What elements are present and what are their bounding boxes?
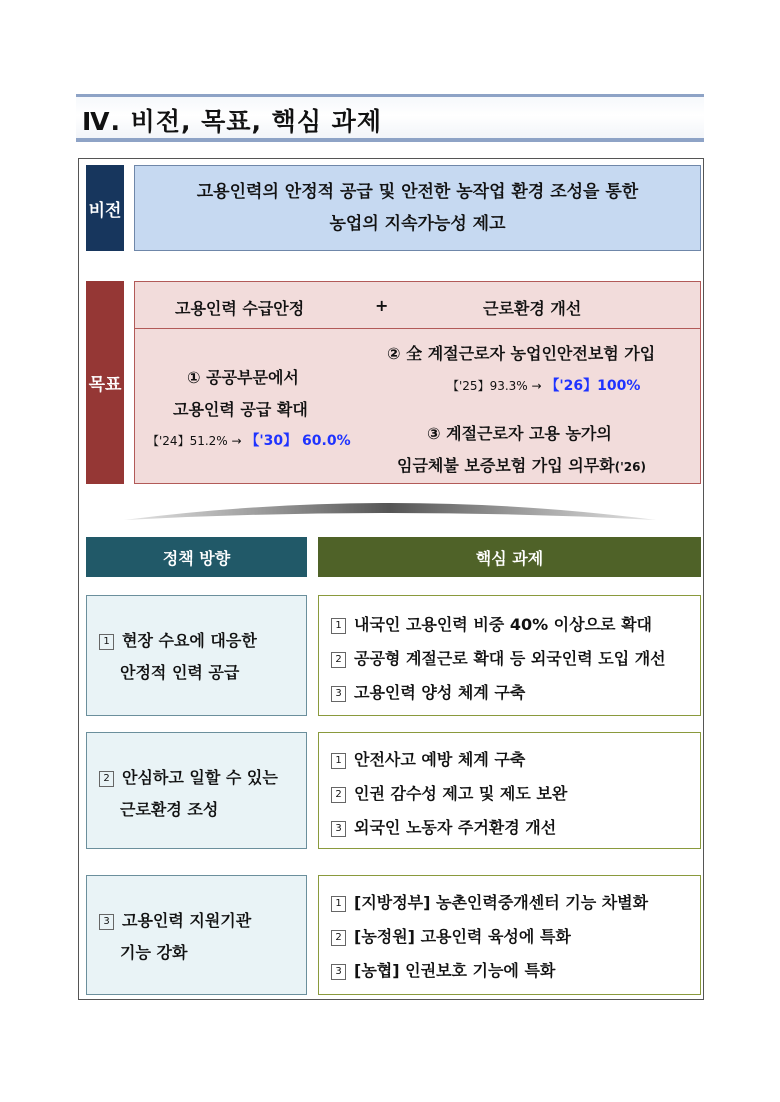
policy-box-2 [86,732,307,849]
goal-item3-year: ('26) [614,460,646,474]
goal-item3-line2-wrap [397,453,646,476]
goal-item1-line2: 고용인력 공급 확대 [173,400,308,419]
task-number-badge: 3 [331,964,346,980]
task-item [331,680,525,703]
task-box-2 [318,732,701,849]
task-item [331,612,652,635]
upward-wedge-shape [124,492,656,522]
vision-line-1: 고용인력의 안정적 공급 및 안전한 농작업 환경 조성을 통한 [196,182,639,202]
goal-body [134,328,701,484]
core-tasks-header: 핵심 과제 [318,537,701,577]
task-text: [농협] 인권보호 기능에 특화 [354,961,556,980]
goal-item2-line1: ② 全 계절근로자 농업인안전보험 가입 [387,344,656,363]
policy-direction-header: 정책 방향 [86,537,307,577]
task-box-3 [318,875,701,995]
goal-header-plus: + [375,296,389,315]
goal-header-right: 근로환경 개선 [483,299,582,318]
task-number-badge: 2 [331,787,346,803]
task-text: 공공형 계절근로 확대 등 외국인력 도입 개선 [354,649,666,668]
task-item [331,924,571,947]
page-title: Ⅳ. 비전, 목표, 핵심 과제 [82,107,382,136]
vision-box [134,165,701,251]
goal-item1-progress [147,430,351,450]
task-number-badge: 3 [331,821,346,837]
goal-item2-progress [447,375,640,395]
task-item [331,890,648,913]
goal-header [134,281,701,329]
goal-item2-from: 【'25】93.3% → [447,379,542,393]
task-number-badge: 3 [331,686,346,702]
policy-box-1 [86,595,307,716]
policy-line-1: 고용인력 지원기관 [122,911,252,930]
goal-item1-to: 【'30】 60.0% [245,433,351,449]
task-number-badge: 2 [331,930,346,946]
policy-line-1: 안심하고 일할 수 있는 [122,768,278,787]
goal-item2-to: 【'26】100% [545,378,641,394]
task-item [331,781,567,804]
policy-line-2: 근로환경 조성 [120,800,219,819]
goal-item3-line2: 임금체불 보증보험 가입 의무화 [397,456,615,475]
policy-line-2: 안정적 인력 공급 [120,663,240,682]
task-text: 외국인 노동자 주거환경 개선 [354,818,557,837]
policy-number-badge: 2 [99,771,114,787]
task-number-badge: 1 [331,618,346,634]
task-text: [지방정부] 농촌인력중개센터 기능 차별화 [354,893,649,912]
task-item [331,646,666,669]
task-text: 안전사고 예방 체계 구축 [354,750,526,769]
task-item [331,815,556,838]
task-number-badge: 2 [331,652,346,668]
task-text: 인권 감수성 제고 및 제도 보완 [354,784,568,803]
vision-label: 비전 [86,165,124,251]
goal-item3-line1: ③ 계절근로자 고용 농가의 [427,424,612,443]
policy-line-2: 기능 강화 [120,943,188,962]
goal-item1-from: 【'24】51.2% → [147,434,242,448]
goal-header-left: 고용인력 수급안정 [175,299,305,318]
task-box-1 [318,595,701,716]
task-text: [농정원] 고용인력 육성에 특화 [354,927,571,946]
vision-line-2: 농업의 지속가능성 제고 [329,214,506,234]
task-number-badge: 1 [331,896,346,912]
task-item [331,747,525,770]
title-top-rule [76,94,704,97]
task-text: 고용인력 양성 체계 구축 [354,683,526,702]
task-text: 내국인 고용인력 비중 40% 이상으로 확대 [354,615,652,634]
task-item [331,958,555,981]
policy-box-3 [86,875,307,995]
goal-label: 목표 [86,281,124,484]
policy-number-badge: 3 [99,914,114,930]
title-bottom-rule [76,138,704,142]
task-number-badge: 1 [331,753,346,769]
goal-item1-line1: ① 공공부문에서 [187,368,299,387]
policy-number-badge: 1 [99,634,114,650]
policy-line-1: 현장 수요에 대응한 [122,631,257,650]
